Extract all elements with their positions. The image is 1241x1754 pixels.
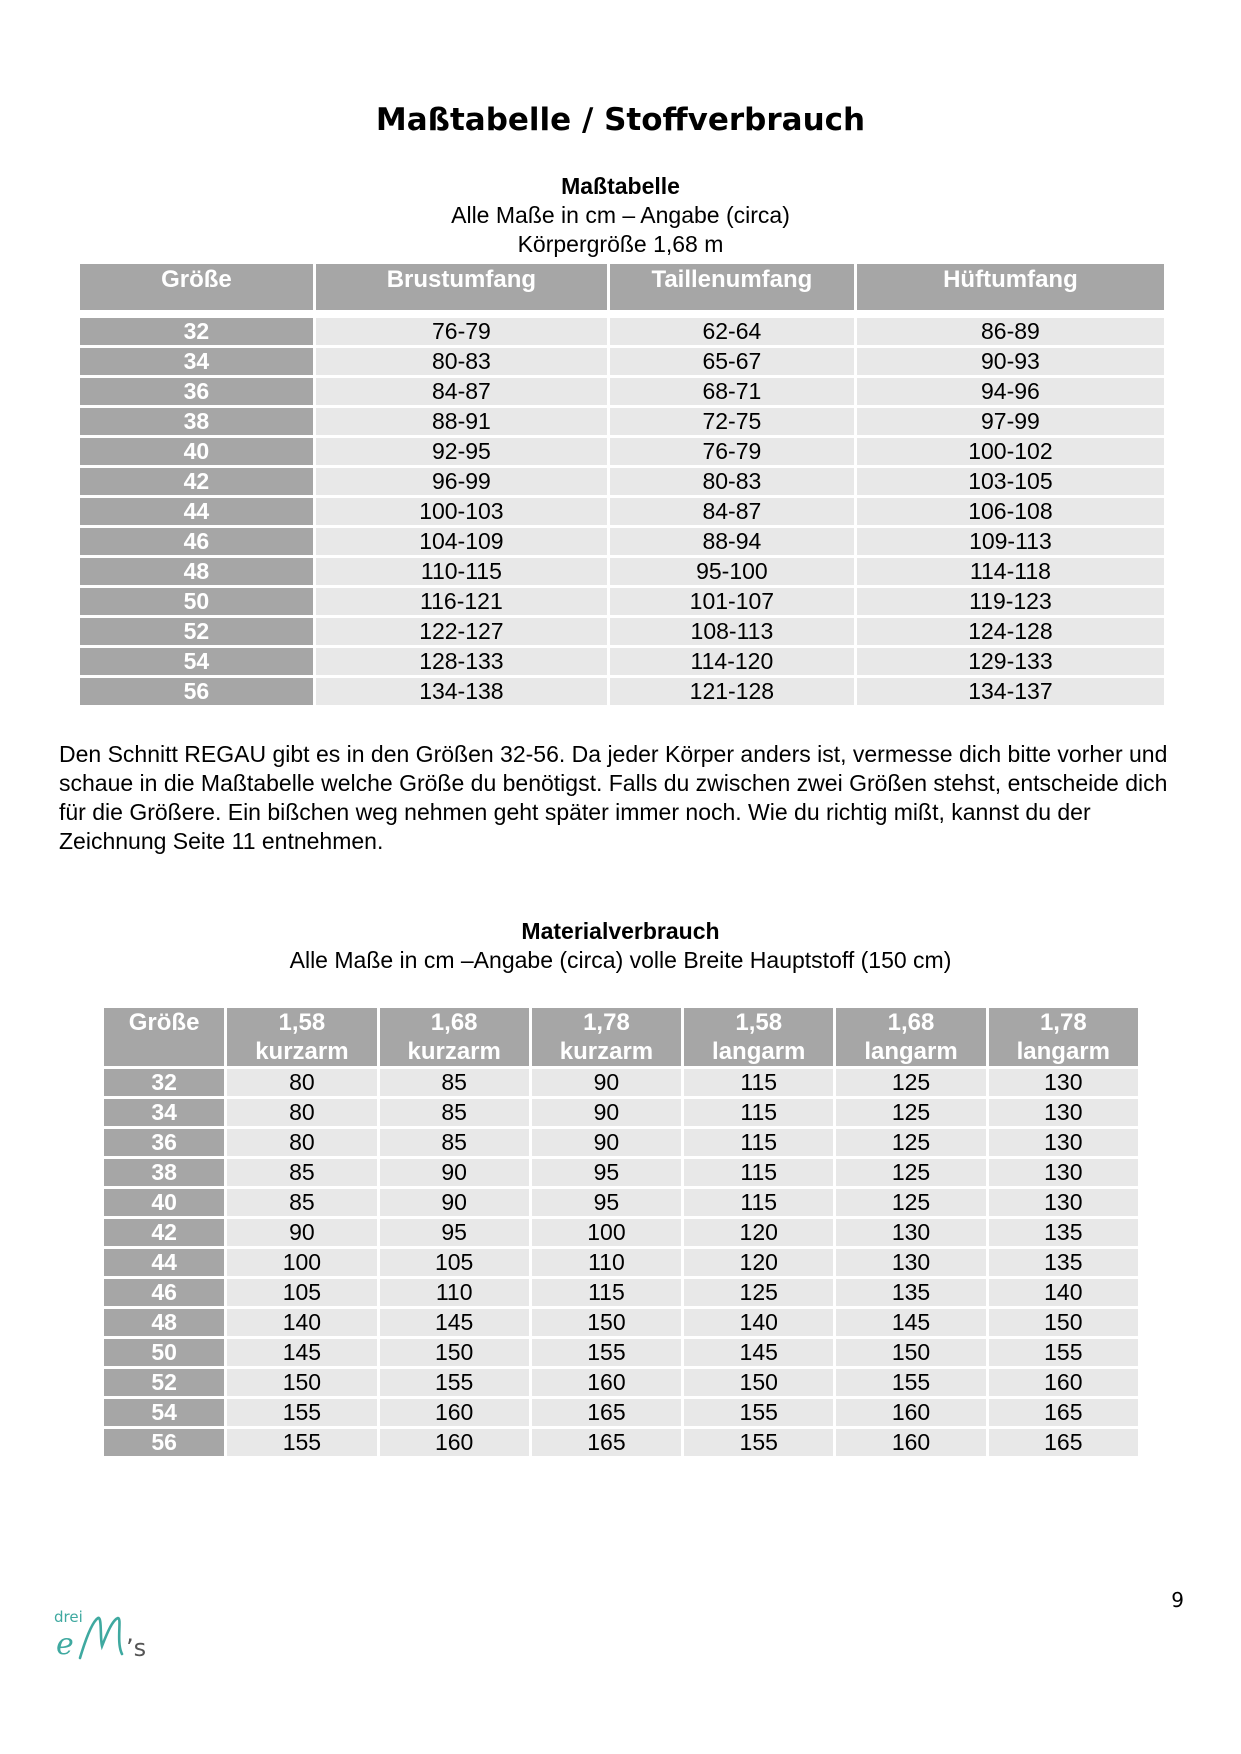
table-row [80,438,1164,465]
measure-cell: 101-107 [610,588,854,615]
table-row [80,468,1164,495]
measure-cell: 96-99 [316,468,607,495]
table-row [80,528,1164,555]
material-cell: 105 [380,1249,529,1276]
col-header-sleeve: kurzarm [255,1038,349,1065]
material-cell: 115 [684,1159,833,1186]
table-row [104,1339,1138,1366]
table-row [104,1219,1138,1246]
material-table-header [0,917,1241,975]
material-cell: 135 [989,1249,1138,1276]
measure-cell: 134-137 [857,678,1164,705]
material-cell: 150 [989,1309,1138,1336]
measure-cell: 122-127 [316,618,607,645]
table-row [80,498,1164,525]
measure-cell: 76-79 [610,438,854,465]
material-cell: 85 [227,1159,376,1186]
material-cell: 155 [836,1369,985,1396]
measure-col-header: Größe [80,264,313,310]
material-table-heading: Materialverbrauch [521,918,720,944]
measure-cell: 103-105 [857,468,1164,495]
material-cell: 115 [684,1129,833,1156]
measure-cell: 88-94 [610,528,854,555]
material-cell: 165 [532,1429,681,1456]
col-header-height: 1,58 [278,1009,326,1036]
material-cell: 85 [380,1069,529,1096]
measure-cell: 110-115 [316,558,607,585]
material-cell: 160 [380,1399,529,1426]
measure-table-head [80,264,1164,310]
material-cell: 135 [989,1219,1138,1246]
material-cell: 130 [989,1129,1138,1156]
table-row [104,1099,1138,1126]
size-cell: 38 [80,408,313,435]
material-cell: 110 [532,1249,681,1276]
material-cell: 90 [227,1219,376,1246]
material-cell: 155 [532,1339,681,1366]
measure-table-subtitle-2: Körpergröße 1,68 m [517,231,724,257]
table-row [80,318,1164,345]
material-cell: 105 [227,1279,376,1306]
measure-cell: 72-75 [610,408,854,435]
material-cell: 90 [380,1159,529,1186]
material-cell: 90 [532,1129,681,1156]
material-cell: 130 [836,1249,985,1276]
measure-cell: 80-83 [610,468,854,495]
material-cell: 80 [227,1129,376,1156]
material-cell: 120 [684,1249,833,1276]
measure-cell: 95-100 [610,558,854,585]
size-cell: 34 [80,348,313,375]
size-cell: 36 [104,1129,224,1156]
material-cell: 110 [380,1279,529,1306]
table-row [80,558,1164,585]
material-col-header [836,1008,985,1066]
material-cell: 85 [380,1129,529,1156]
measure-cell: 109-113 [857,528,1164,555]
material-cell: 125 [836,1069,985,1096]
material-col-header [532,1008,681,1066]
material-cell: 155 [227,1399,376,1426]
size-cell: 48 [104,1309,224,1336]
material-col-header [684,1008,833,1066]
measure-cell: 80-83 [316,348,607,375]
material-cell: 125 [684,1279,833,1306]
material-cell: 155 [380,1369,529,1396]
material-cell: 80 [227,1099,376,1126]
size-cell: 40 [80,438,313,465]
measure-cell: 121-128 [610,678,854,705]
material-cell: 90 [380,1189,529,1216]
material-col-header [989,1008,1138,1066]
table-row [104,1429,1138,1456]
table-row [104,1069,1138,1096]
material-cell: 160 [836,1399,985,1426]
material-cell: 150 [227,1369,376,1396]
col-header-height: 1,58 [735,1009,783,1036]
table-row [104,1399,1138,1426]
size-cell: 38 [104,1159,224,1186]
table-row [104,1369,1138,1396]
material-cell: 165 [989,1429,1138,1456]
col-header-sleeve: langarm [1016,1038,1110,1065]
size-cell: 40 [104,1189,224,1216]
spacer-cell [857,313,1164,315]
size-cell: 32 [104,1069,224,1096]
material-cell: 160 [836,1429,985,1456]
material-cell: 100 [532,1219,681,1246]
material-cell: 125 [836,1129,985,1156]
material-cell: 100 [227,1249,376,1276]
material-cell: 115 [684,1069,833,1096]
logo-m-stroke [80,1618,122,1658]
material-cell: 130 [989,1099,1138,1126]
measure-cell: 100-102 [857,438,1164,465]
material-cell: 155 [989,1339,1138,1366]
logo-text-s: ’s [126,1634,147,1662]
measure-col-header: Hüftumfang [857,264,1164,310]
size-cell: 54 [104,1399,224,1426]
table-row [80,618,1164,645]
spacer-cell [80,313,313,315]
material-cell: 130 [836,1219,985,1246]
size-cell: 54 [80,648,313,675]
measure-col-header: Brustumfang [316,264,607,310]
size-cell: 56 [80,678,313,705]
table-row [80,648,1164,675]
table-row [104,1159,1138,1186]
size-cell: 44 [80,498,313,525]
measure-cell: 116-121 [316,588,607,615]
col-header-height: 1,68 [430,1009,478,1036]
size-cell: 46 [104,1279,224,1306]
table-row [80,678,1164,705]
material-cell: 160 [532,1369,681,1396]
material-cell: 140 [989,1279,1138,1306]
size-cell: 52 [80,618,313,645]
material-cell: 150 [836,1339,985,1366]
material-cell: 95 [532,1189,681,1216]
size-cell: 48 [80,558,313,585]
material-table-head [104,1008,1138,1066]
material-cell: 95 [380,1219,529,1246]
size-cell: 46 [80,528,313,555]
col-header-sleeve: kurzarm [407,1038,501,1065]
material-cell: 145 [684,1339,833,1366]
measure-table-heading: Maßtabelle [561,173,680,199]
material-cell: 165 [532,1399,681,1426]
measure-cell: 119-123 [857,588,1164,615]
material-col-header [380,1008,529,1066]
measure-col-header: Taillenumfang [610,264,854,310]
measure-cell: 62-64 [610,318,854,345]
size-cell: 42 [80,468,313,495]
measure-cell: 94-96 [857,378,1164,405]
material-cell: 85 [227,1189,376,1216]
material-size-header: Größe [104,1008,224,1066]
table-row [104,1129,1138,1156]
material-cell: 90 [532,1099,681,1126]
col-header-height: 1,78 [583,1009,630,1036]
col-header-sleeve: langarm [864,1038,958,1065]
measure-cell: 106-108 [857,498,1164,525]
table-row [80,408,1164,435]
measure-cell: 65-67 [610,348,854,375]
material-table-subtitle: Alle Maße in cm –Angabe (circa) volle Breite Hauptstoff (150 cm) [289,947,952,973]
measure-cell: 97-99 [857,408,1164,435]
measure-cell: 128-133 [316,648,607,675]
col-header-height: 1,78 [1039,1009,1087,1036]
measure-cell: 84-87 [610,498,854,525]
material-cell: 95 [532,1159,681,1186]
material-cell: 165 [989,1399,1138,1426]
measure-cell: 114-118 [857,558,1164,585]
material-cell: 115 [684,1189,833,1216]
measure-cell: 92-95 [316,438,607,465]
page-title: Maßtabelle / Stoffverbrauch [375,102,866,138]
size-cell: 34 [104,1099,224,1126]
logo-text-top: drei [54,1608,83,1626]
material-table [101,1005,1141,1459]
measure-cell: 134-138 [316,678,607,705]
table-row [80,378,1164,405]
measure-cell: 129-133 [857,648,1164,675]
material-cell: 115 [532,1279,681,1306]
material-cell: 85 [380,1099,529,1126]
material-cell: 140 [684,1309,833,1336]
measure-cell: 88-91 [316,408,607,435]
material-cell: 130 [989,1069,1138,1096]
measure-table-body [80,313,1164,705]
page-number: 9 [1171,1588,1184,1612]
spacer-row [80,313,1164,315]
size-cell: 50 [104,1339,224,1366]
measure-cell: 68-71 [610,378,854,405]
table-row [104,1189,1138,1216]
material-cell: 160 [380,1429,529,1456]
material-cell: 145 [380,1309,529,1336]
logo-text-e: e [56,1627,74,1662]
material-cell: 155 [684,1429,833,1456]
material-table-header-row [104,1008,1138,1066]
material-cell: 115 [684,1099,833,1126]
measure-cell: 84-87 [316,378,607,405]
material-cell: 150 [380,1339,529,1366]
col-header-height: 1,68 [887,1009,935,1036]
size-note-paragraph: Den Schnitt REGAU gibt es in den Größen 32-56. Da jeder Körper anders ist, vermesse dich bitte vorher und schaue in die Maßtabelle welche Größe du benötigst. Falls du zwischen zwei Größen stehst, entscheide dich für die Größere. Ein bißchen weg nehmen geht später immer noch. Wie du richtig mißt, kannst du der Zeichnung Seite 11 entnehmen. [59,741,1168,854]
size-cell: 36 [80,378,313,405]
measure-table [77,261,1167,708]
measure-cell: 90-93 [857,348,1164,375]
measure-table-header [0,172,1241,259]
material-cell: 160 [989,1369,1138,1396]
material-cell: 140 [227,1309,376,1336]
table-row [80,588,1164,615]
measure-cell: 114-120 [610,648,854,675]
measure-cell: 76-79 [316,318,607,345]
material-cell: 150 [684,1369,833,1396]
material-cell: 150 [532,1309,681,1336]
material-cell: 155 [684,1399,833,1426]
table-row [80,348,1164,375]
material-cell: 145 [836,1309,985,1336]
material-cell: 120 [684,1219,833,1246]
material-cell: 125 [836,1189,985,1216]
size-cell: 52 [104,1369,224,1396]
measure-cell: 104-109 [316,528,607,555]
measure-table-subtitle-1: Alle Maße in cm – Angabe (circa) [451,202,790,228]
material-col-header [227,1008,376,1066]
measure-cell: 86-89 [857,318,1164,345]
size-cell: 42 [104,1219,224,1246]
size-cell: 50 [80,588,313,615]
table-row [104,1249,1138,1276]
material-cell: 130 [989,1159,1138,1186]
size-cell: 44 [104,1249,224,1276]
measure-cell: 108-113 [610,618,854,645]
size-cell: 32 [80,318,313,345]
drei-ems-logo [52,1598,172,1676]
measure-cell: 124-128 [857,618,1164,645]
table-row [104,1309,1138,1336]
col-header-sleeve: langarm [712,1038,806,1065]
material-cell: 90 [532,1069,681,1096]
material-cell: 125 [836,1099,985,1126]
material-cell: 130 [989,1189,1138,1216]
table-row [104,1279,1138,1306]
col-header-sleeve: kurzarm [559,1038,654,1065]
material-table-body [104,1069,1138,1456]
material-cell: 135 [836,1279,985,1306]
material-cell: 125 [836,1159,985,1186]
measure-table-header-row [80,264,1164,310]
material-cell: 80 [227,1069,376,1096]
material-cell: 155 [227,1429,376,1456]
measure-cell: 100-103 [316,498,607,525]
spacer-cell [316,313,607,315]
spacer-cell [610,313,854,315]
material-cell: 145 [227,1339,376,1366]
size-cell: 56 [104,1429,224,1456]
